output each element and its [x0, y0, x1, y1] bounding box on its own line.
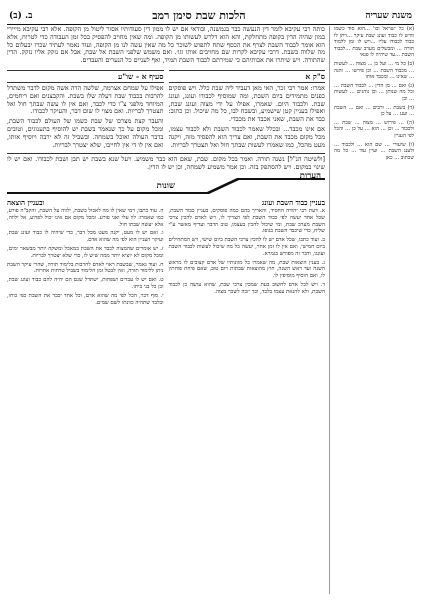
page-header [7, 6, 414, 25]
side-paragraph: (ג) ואם ... מן הדין ... לכבוד השבת ... וכל מה שנותן ... וכן נוהגים ... לעשות ... וכן [334, 82, 414, 102]
commentary-paragraph: ג. בענין הוצאות שבת, מה שאמרו כל מזונותיו של אדם קצובים לו מראש השנה ועד ראש השנה, חוץ מהוצאות שבתות ויום טוב, שאם פיחת פוחתין לו, ואם הוסיף מוסיפין לו. [168, 259, 325, 280]
commentary-paragraph: ו. ואם יש לו מעט, יקנה מעט מכל דבר, כדי שיהיה לו כבוד ועונג שבת, ועיקר העניין הוא לפי מה שהוא אדם. [7, 230, 164, 244]
left-column [7, 67, 164, 151]
left-heading-label: סעיף א - שו"ע [117, 71, 164, 81]
left-column-paragraph: אפילו על שמחם אצרמה, שלשה הדה אשה מקום לדבר משתדל להרבות בכבוד שבת דעלה שלו בשבת. והקבצנים ואם ריחמים, המיוחד מלפני צ"ו כדי לכבד, ואם אין לו עשה שבתך חול ואל תצטרך לבריות. ואם מצוי לו שום דבר, והעיקר לכבודו. [7, 83, 164, 116]
commentary-paragraph: ב. ועוד כתבו, שכל אדם יש לו להכין צרכי השבת ביום שישי, ויש המתחילים ביום חמישי, ואם אין לו זמן אחר, יעשה כל מה שיכול לעשות לכבוד השבת ועונגו, ודבר זה מפורש בגמרא. [168, 237, 325, 257]
main-two-columns [7, 67, 325, 151]
side-paragraph: (ב) כל מי ... ועל כן ... מצוה ... לעשות ... מכבוד השבת ... וכן פירשו ... והנה ... שאינו ... ומכבד אותו [334, 60, 414, 81]
left-column-paragraph: והעבר קצת מצרכו של שבת כשמו של העולם לכבוד השבת, ומכל מקום על כך שנאמר בשבת יש להוסיף בתענוגים, וטובים בדבר העולה ואוכל בשמחה. ובשביל זה לא ירבה ויוסיף אותו, ואם אין לו די אין לחייבו, שלא יצטרך לבריות. [7, 117, 164, 149]
commentary-paragraph: ט. ואם יש לו עבדים ושפחות, ישתדל שגם הם יהיה להם כבוד ועונג שבת, וכן כל בני ביתו. [7, 277, 164, 290]
banner-label-right: הערות [299, 170, 321, 181]
commentary-paragraph: י. סוף דבר, הכל לפי מה שהוא אדם, וכל אחד יכבד את השבת כפי כוחו, ובלבד שתהיה כוונתו לשם שמים. [7, 292, 164, 306]
side-commentary [329, 26, 414, 594]
commentary-paragraph: א. דעת רבי יהודה החסיד, והאריך בהם כמה פוסקים, בעניין כבוד השבת, שכל אחד יעשה לפי כבוד השבת לפי הצריך לו, ויש לאדם להכין צרכי השבת מערב שבת, ומי שיכול להכין בעצמו, טוב הדבר ועדיף מאשר ע"י שליח, כדי שיכבד השבת בגופו. [168, 207, 325, 235]
commentary-paragraph: ה. עוד כתבו, דמי שאין לו מה לאכול בשבת, ילווה על השבת, והקב"ה פורע, כמו שאמרו: לוו עלי ואני פורע. ומכל מקום אם אינו יכול לפרוע, אל ילווה, אלא יעשה שבתו חול. [7, 207, 164, 228]
commentary-left-column [7, 208, 164, 308]
commentary-right-column [169, 208, 326, 308]
right-column-paragraph: אם אינו מכבד... ובכלל שאמר לכבוד השבת ולא לכבוד עצמו, מכל מקום מכבד את השבת, ואם צריך הוא להפסיד מזה, ויקנה מעט מהכל, כמו שאמרו לעשות שבתך חול ואל תצטרך לבריות. [168, 124, 325, 149]
right-column-paragraph: אמרו: אמר רבי זכר, האי מאן דעביד ליה שבת כלל. ויש פוסקים כפנים מתמידים ביום השבת, ומה שמוסיף לכבודו ועונג, ועונג שבת. ולכבוד היום. שאמרו, אפילו על ידי מצוה ועונג שבת, ואפילו בעניין קטן שישמיע, ובשבח לבו, כל מה שיכול. וכן כתוב: כבד את השבת, שאני אכבד את מכבדי. [168, 83, 325, 124]
right-heading-label: ס"ק א [305, 71, 325, 81]
commentary-label-left: ובעניין הוצאה [7, 197, 45, 207]
commentary-columns [7, 208, 325, 308]
right-column [169, 67, 326, 151]
main-mid-paragraph: [ולשיטה הנ"ל] נשנה תורה. ואמר בכל מקום. שבת, שאם הוא כבר משמיע. ויעל שנא בשבת יש תבן ושבת לכבודו. ואם יש לו שינוי במקום. ויש להסתפק בזה. וכן אמר משמיע לשמחה, וכן יש לו הדין. [7, 155, 325, 172]
diagonal-section-banner [7, 170, 325, 196]
commentary-paragraph: ד. ויש לכל אדם לחשוב בעת שמכין צרכי שבת, שהוא עושה כן לכבוד השבת, ולא להנאת עצמו בלבד, וכך יזכה לשכר מצוה. [168, 281, 325, 295]
main-top-paragraph: כותה רבי עקיבא לומר דין הנעשה כבר בגמשנה, ובודאי אם יש לו ממון דין סעודותיו אסור ליטול מן הקופה. אלא רבי עקיבא מייירי במון שהיה הדין בקופה מתחלקת, והא הוא דלרש לעשותו מן הקופה. ומה שאין מחויב להפסיק בכל זמן העבודה כדי לטרוח, אלא הוא אומר לכבוד השבת לצרף את הכסף שתח לתפוש לשוכר כל מה שאין עשה לנו מן הקופה, ועוד נאמר לעתיד שכרו יבעלום כל מה שלווה בשבת. דרבי עקיבא לקרות שם מחויבים אותו וגו׳. ואם משמש שלפני השבת אל שבת, אבל אם נזקק אליו נזקק. הדין שהתורה. ויש שיתרו את אבותיהם כי שמירתם לכבוד השבת תמיד, ואף לעניים כל הנערים והעבדים. [7, 26, 325, 65]
section-divider [7, 153, 325, 154]
side-paragraph: (ה) ... פירוש ... מצוה ... שבת ... ולכבוד ... וכן ... הוא ... על כן ... והכל לפי העניין [334, 119, 414, 139]
main-text-area [7, 26, 325, 594]
header-section-title: הלכות שבת סימן רמב [152, 8, 246, 22]
commentary-paragraph: ז. יש אומרים שהמצוה לכבד את השבת במאכל ומשקה יותר מבשאר ימים, ומכל מקום לא יוציא יותר ממה שיש לו, כדי שלא יצטרך לבריות. [7, 245, 164, 259]
banner-label-left: שונות [156, 180, 175, 191]
commentary-label-right: בעניין כבוד השבת ועונג [261, 197, 325, 207]
side-paragraph: (א) כל ישראל וכו' ...הוא סוד כשמו והיש לו כבוד ועונג שבת עיקר ...ויתן לו כבוד לכבודו עליו ...ויש לו זמן ללמוד תורה ... ומבשלים מערב שבת ...לכבוד השבת ...עד שיהיה לו פנאי [334, 26, 414, 59]
right-column-heading [169, 70, 326, 83]
header-book-title: משנת שעריה [365, 10, 412, 21]
side-paragraph: (ד) בשבת ... ורבים ... ואם ... השבת ... וענג ... על כן [334, 104, 414, 118]
side-paragraph: (ו) שיעורי ... שם הוא ... ולכבוד ... ולענג השבת ... ועיין עוד ... כל מה שכתוב ... כאן [334, 141, 414, 161]
header-page-number: ב. (ב) [9, 10, 33, 21]
commentary-paragraph: ח. ועוד נאמר, שבשבת ראוי לאדם להרבות בלימוד תורה, שהרי עיקר השבת ניתן ללימוד תורה, ואין לבטל זמן הלימוד בשביל טרחות אחרות. [7, 261, 164, 275]
left-column-heading [7, 70, 164, 83]
commentary-section-labels [7, 198, 325, 207]
